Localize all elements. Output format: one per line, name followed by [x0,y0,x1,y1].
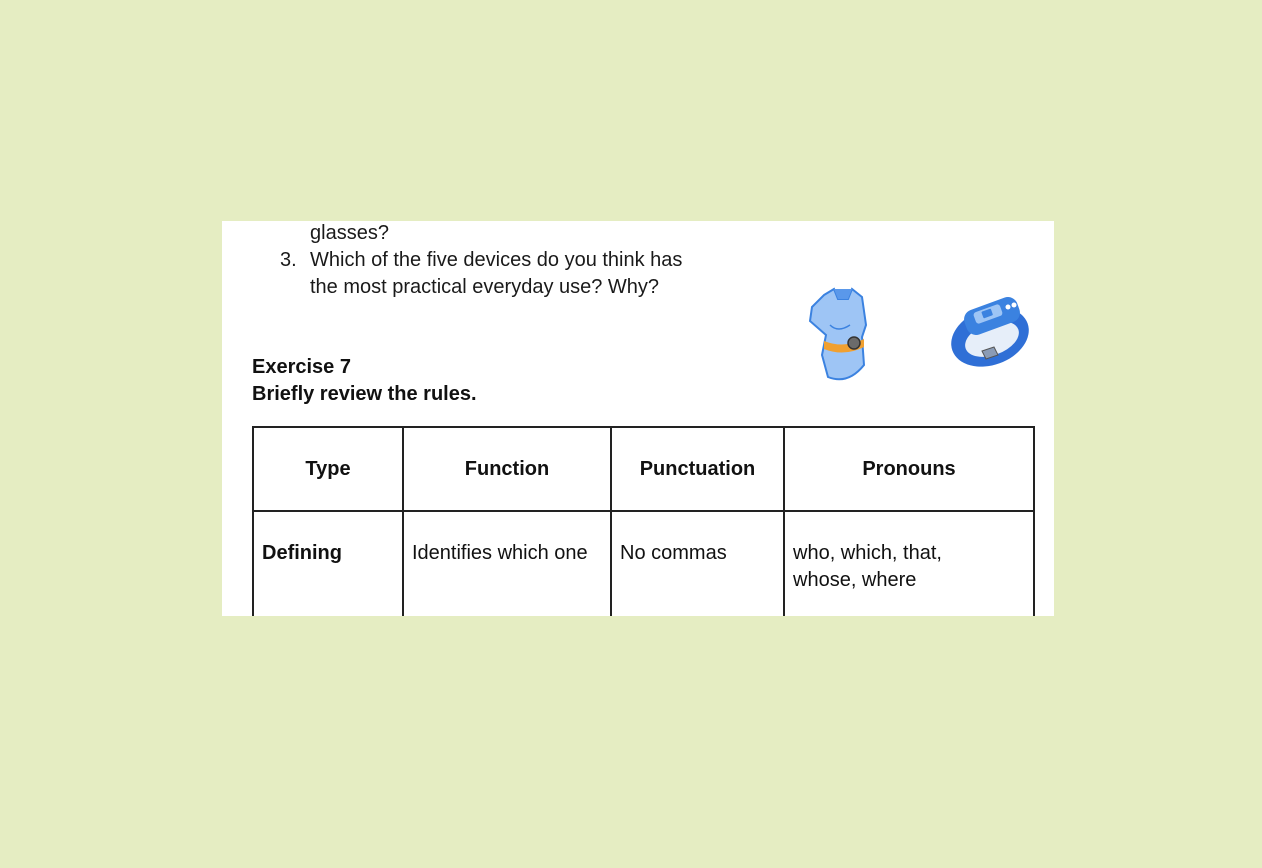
table-row [253,511,1034,616]
rules-table [252,426,1035,616]
cell-type: Defining [253,511,403,616]
exercise-instruction: Briefly review the rules. [252,383,477,405]
pronouns-line-1: who, which, that, [793,542,942,564]
pronouns-line-2: whose, where [793,569,917,591]
question-3-line-1: Which of the five devices do you think has [310,249,683,271]
previous-question-tail: glasses? [310,222,389,244]
table-header-row [253,427,1034,511]
cell-pronouns [784,511,1034,616]
header-punctuation: Punctuation [611,427,784,511]
header-function: Function [403,427,611,511]
cell-punctuation: No commas [611,511,784,616]
question-3-line-2: the most practical everyday use? Why? [310,276,660,298]
header-type: Type [253,427,403,511]
cell-function: Identifies which one [403,511,611,616]
question-number: 3. [280,249,297,271]
header-pronouns: Pronouns [784,427,1034,511]
document-page [222,221,1054,616]
exercise-title: Exercise 7 [252,356,351,378]
fitness-band-icon [946,293,1034,375]
smart-shirt-icon [804,285,876,385]
